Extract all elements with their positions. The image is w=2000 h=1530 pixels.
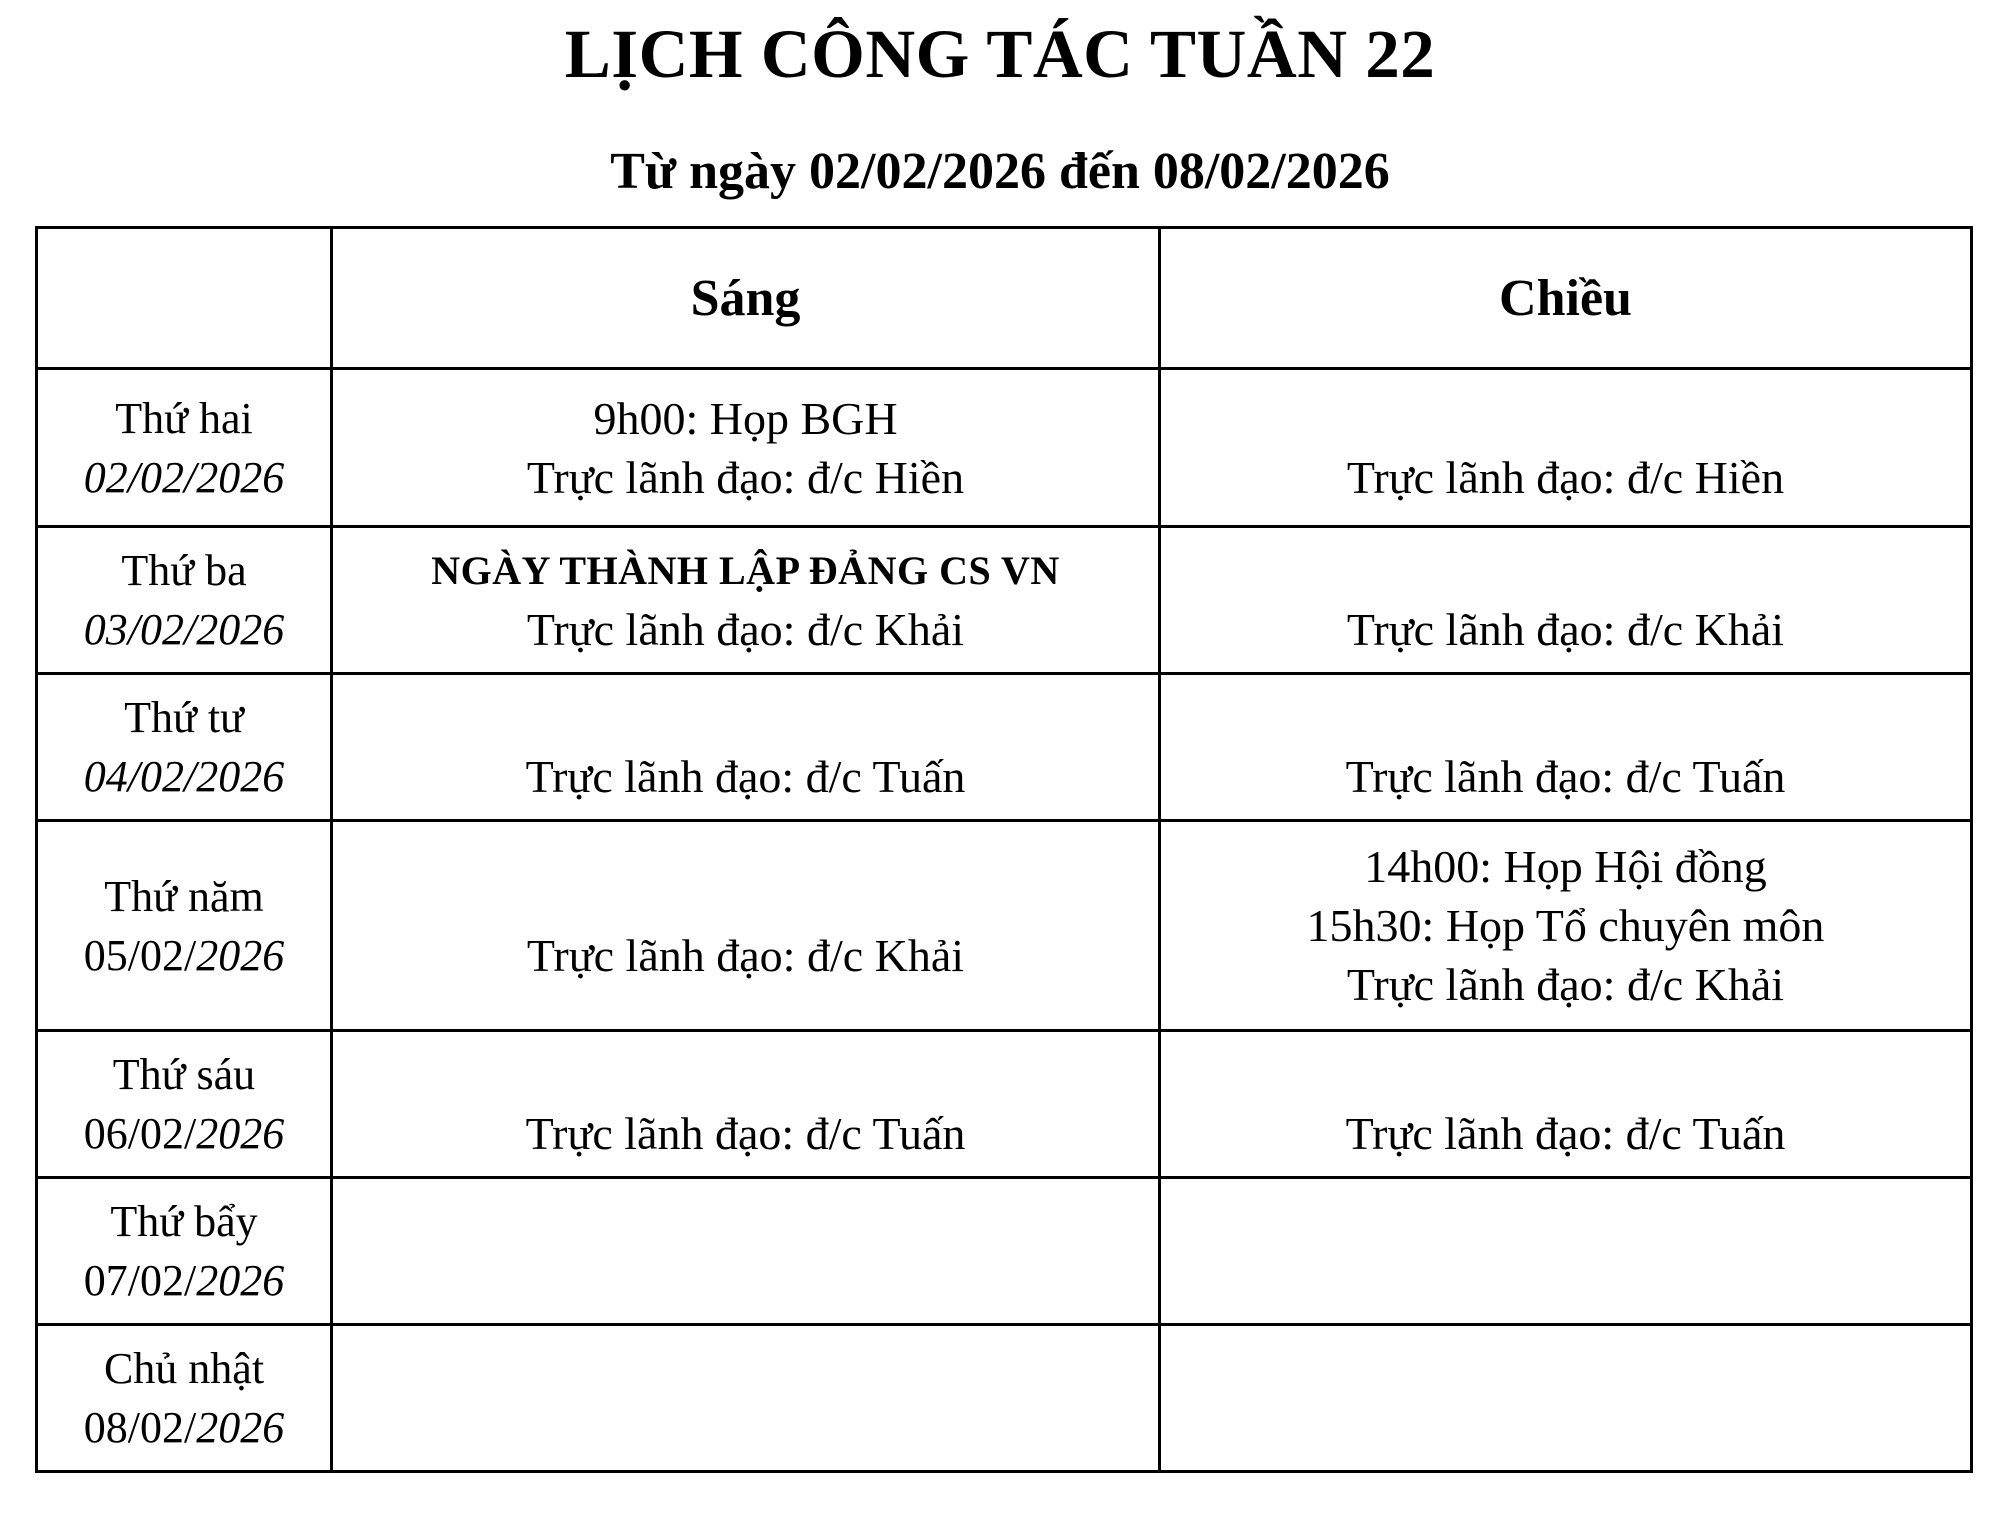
duty-entry: Trực lãnh đạo: đ/c Khải — [1346, 959, 1785, 1010]
day-name: Thứ sáu — [112, 1050, 256, 1099]
morning-cell — [332, 1325, 1160, 1472]
day-cell — [37, 369, 332, 527]
morning-cell — [332, 1178, 1160, 1325]
day-cell — [37, 1031, 332, 1178]
day-name: Thứ hai — [115, 393, 253, 443]
afternoon-cell — [1160, 1178, 1972, 1325]
day-name: Chủ nhật — [103, 1344, 265, 1393]
table-row — [37, 1325, 1972, 1472]
morning-cell — [332, 674, 1160, 821]
afternoon-cell — [1160, 821, 1972, 1031]
table-row — [37, 674, 1972, 821]
table-row — [37, 527, 1972, 674]
duty-entry: Trực lãnh đạo: đ/c Hiền — [1346, 451, 1785, 503]
duty-entry: Trực lãnh đạo: đ/c Tuấn — [525, 1108, 966, 1159]
table-row — [37, 821, 1972, 1031]
duty-entry: Trực lãnh đạo: đ/c Tuấn — [1345, 751, 1786, 802]
schedule-table — [35, 226, 1973, 1473]
day-cell — [37, 527, 332, 674]
header-day — [37, 228, 332, 369]
morning-cell — [332, 821, 1160, 1031]
day-date: 04/02/2026 — [83, 752, 285, 801]
day-name: Thứ năm — [104, 871, 264, 921]
day-date: 07/02/2026 — [83, 1256, 285, 1305]
table-row — [37, 1031, 1972, 1178]
page-title: LỊCH CÔNG TÁC TUẦN 22 — [564, 16, 1436, 92]
duty-entry: Trực lãnh đạo: đ/c Tuấn — [1345, 1108, 1786, 1159]
afternoon-cell — [1160, 674, 1972, 821]
day-cell — [37, 821, 332, 1031]
morning-cell — [332, 369, 1160, 527]
header-row — [37, 228, 1972, 369]
morning-cell — [332, 527, 1160, 674]
table-row — [37, 1178, 1972, 1325]
day-cell — [37, 1178, 332, 1325]
day-name: Thứ ba — [121, 546, 247, 595]
day-date: 03/02/2026 — [83, 605, 285, 654]
duty-entry: Trực lãnh đạo: đ/c Hiền — [526, 451, 965, 503]
afternoon-cell — [1160, 527, 1972, 674]
header-morning: Sáng — [332, 228, 1160, 369]
afternoon-cell — [1160, 1325, 1972, 1472]
day-date: 06/02/2026 — [83, 1109, 285, 1158]
duty-entry: Trực lãnh đạo: đ/c Khải — [1346, 604, 1785, 655]
day-date: 02/02/2026 — [83, 452, 285, 502]
table-row — [37, 369, 1972, 527]
schedule-entry: 9h00: Họp BGH — [593, 392, 898, 444]
header-afternoon: Chiều — [1160, 228, 1972, 369]
day-date: 05/02/2026 — [83, 930, 285, 980]
day-name: Thứ tư — [124, 693, 244, 742]
duty-entry: Trực lãnh đạo: đ/c Khải — [526, 604, 965, 655]
day-cell — [37, 1325, 332, 1472]
afternoon-cell — [1160, 1031, 1972, 1178]
day-cell — [37, 674, 332, 821]
day-date: 08/02/2026 — [83, 1403, 285, 1452]
day-name: Thứ bẩy — [110, 1197, 258, 1246]
holiday-note: NGÀY THÀNH LẬP ĐẢNG CS VN — [431, 548, 1060, 593]
schedule-entry: 14h00: Họp Hội đồng — [1364, 841, 1767, 892]
afternoon-cell — [1160, 369, 1972, 527]
duty-entry: Trực lãnh đạo: đ/c Tuấn — [525, 751, 966, 802]
schedule-entry: 15h30: Họp Tổ chuyên môn — [1306, 900, 1825, 951]
duty-entry: Trực lãnh đạo: đ/c Khải — [526, 929, 965, 981]
morning-cell — [332, 1031, 1160, 1178]
date-range-subtitle: Từ ngày 02/02/2026 đến 08/02/2026 — [610, 143, 1390, 200]
